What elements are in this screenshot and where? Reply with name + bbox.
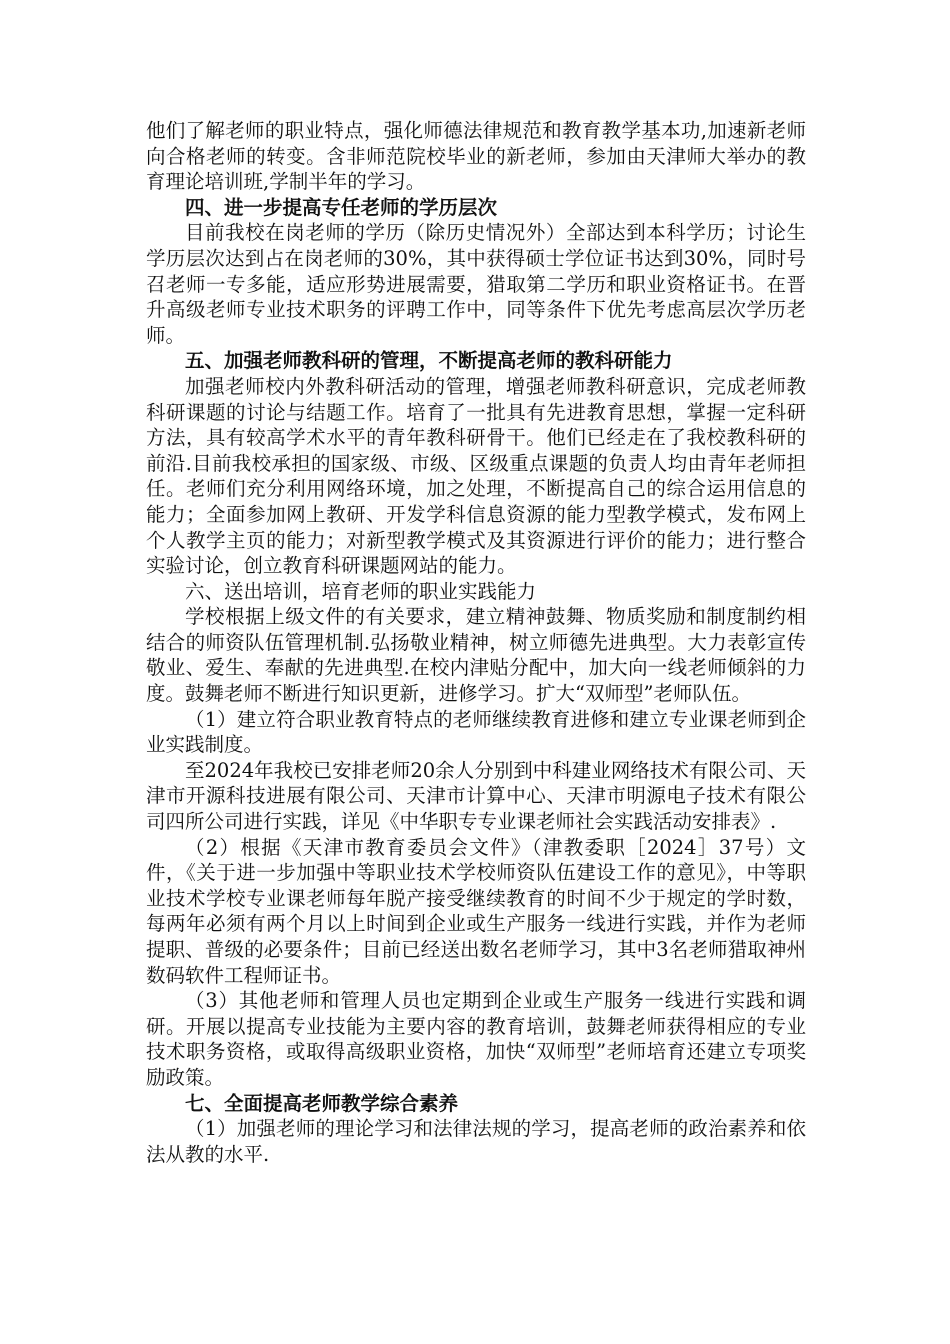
section-5-paragraph: 加强老师校内外教科研活动的管理，增强老师教科研意识，完成老师教科研课题的讨论与结题工作。培育了一批具有先进教育思想，掌握一定科研方法，具有较高学术水平的青年教科研骨干。他们已经走在了我校教科研的前沿.目前我校承担的国家级、市级、区级重点课题的负责人均由青年老师担任。老师们充分利用网络环境，加之处理，不断提高自己的综合运用信息的能力；全面参加网上教研、开发学科信息资源的能力型教学模式，发布网上个人教学主页的能力；对新型教学模式及其资源进行评价的能力；进行整合实验讨论，创立教育科研课题网站的能力。 (146, 374, 806, 578)
section-6-item-3: （3）其他老师和管理人员也定期到企业或生产服务一线进行实践和调研。开展以提高专业技能为主要内容的教育培训，鼓舞老师获得相应的专业技术职务资格，或取得高级职业资格，加快“双师型”老师培育还建立专项奖励政策。 (146, 989, 806, 1089)
section-7-item-1: （1）加强老师的理论学习和法律法规的学习，提高老师的政治素养和依法从教的水平. (146, 1117, 806, 1166)
section-heading-4: 四、进一步提高专任老师的学历层次 (185, 195, 498, 219)
document-body (146, 118, 806, 1167)
section-heading-6: 六、送出培训，培育老师的职业实践能力 (185, 579, 537, 603)
section-4-paragraph: 目前我校在岗老师的学历（除历史情况外）全部达到本科学历；讨论生学历层次达到占在岗老师的30%，其中获得硕士学位证书达到30%，同时号召老师一专多能，适应形势进展需要，猎取第二学历和职业资格证书。在晋升高级老师专业技术职务的评聘工作中，同等条件下优先考虑高层次学历老师。 (146, 221, 806, 347)
section-heading-7: 七、全面提高老师教学综合素养 (185, 1091, 459, 1115)
section-6-paragraph: 学校根据上级文件的有关要求，建立精神鼓舞、物质奖励和制度制约相结合的师资队伍管理机制.弘扬敬业精神，树立师德先进典型。大力表彰宣传敬业、爱生、奉献的先进典型.在校内津贴分配中，加大向一线老师倾斜的力度。鼓舞老师不断进行知识更新，进修学习。扩大“双师型”老师队伍。 (146, 605, 806, 706)
section-heading-5: 五、加强老师教科研的管理，不断提高老师的教科研能力 (185, 349, 673, 373)
section-6-item-1-detail: 至2024年我校已安排老师20余人分别到中科建业网络技术有限公司、天津市开源科技进展有限公司、天津市计算中心、天津市明源电子技术有限公司四所公司进行实践，详见《中华职专专业课老师社会实践活动安排表》. (146, 758, 806, 834)
section-6-item-2: （2）根据《天津市教育委员会文件》（津教委职［2024］37号）文件，《关于进一步加强中等职业技术学校师资队伍建设工作的意见》，中等职业技术学校专业课老师每年脱产接受继续教育的时间不少于规定的学时数，每两年必须有两个月以上时间到企业或生产服务一线进行实践，并作为老师提职、普级的必要条件；目前已经送出数名老师学习，其中3名老师猎取神州数码软件工程师证书。 (146, 835, 806, 987)
section-6-item-1: （1）建立符合职业教育特点的老师继续教育进修和建立专业课老师到企业实践制度。 (146, 707, 806, 757)
intro-paragraph: 他们了解老师的职业特点，强化师德法律规范和教育教学基本功,加速新老师向合格老师的转变。含非师范院校毕业的新老师，参加由天津师大举办的教育理论培训班,学制半年的学习。 (146, 119, 806, 194)
